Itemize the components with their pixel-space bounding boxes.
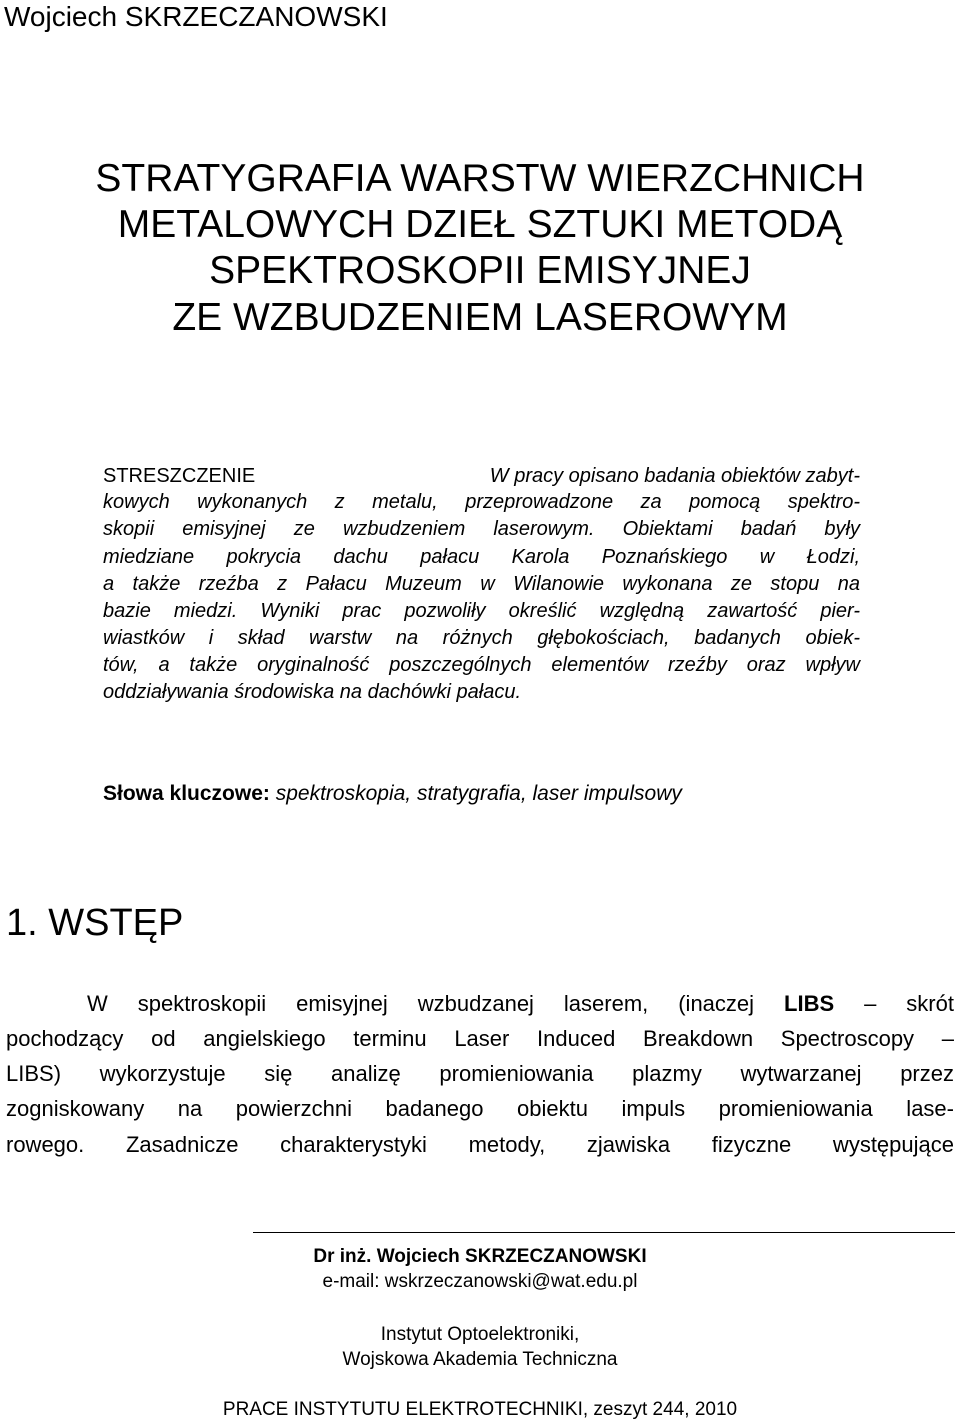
section-heading: 1. WSTĘP	[6, 902, 184, 944]
abstract-line: tów, a także oryginalność poszczególnych elementów rzeźby oraz wpływ	[103, 654, 860, 676]
body-line-1-post: – skrót	[864, 991, 954, 1016]
body-line-1	[6, 989, 954, 1019]
body-line: pochodzący od angielskiego terminu Laser Induced Breakdown Spectroscopy –	[6, 1026, 954, 1051]
abstract-line: kowych wykonanych z metalu, przeprowadzone za pomocą spektro-	[103, 491, 860, 513]
footnote-separator	[253, 1232, 955, 1233]
abstract-line: skopii emisyjnej ze wzbudzeniem laserowym. Obiektami badań były	[103, 518, 860, 540]
footnote-university: Wojskowa Akademia Techniczna	[342, 1349, 618, 1370]
title-line-1: STRATYGRAFIA WARSTW WIERZCHNICH	[95, 157, 865, 200]
body-line: rowego. Zasadnicze charakterystyki metody, zjawiska fizyczne występujące	[6, 1132, 954, 1157]
abstract-first-line	[103, 463, 860, 489]
body-line-1-pre: W spektroskopii emisyjnej wzbudzanej laserem, (inaczej	[87, 991, 755, 1016]
body-line-1-bold: LIBS	[784, 991, 835, 1016]
running-header-author: Wojciech SKRZECZANOWSKI	[4, 1, 388, 32]
abstract-line: wiastków i skład warstw na różnych głębokościach, badanych obiek-	[103, 627, 860, 649]
abstract-text-first: W pracy opisano badania obiektów zabyt-	[489, 465, 860, 487]
title-line-3: SPEKTROSKOPII EMISYJNEJ	[209, 249, 751, 292]
abstract-label: STRESZCZENIE	[103, 465, 256, 487]
keywords	[103, 780, 682, 808]
abstract-line: a także rzeźba z Pałacu Muzeum w Wilanowie wykonana ze stopu na	[103, 573, 860, 595]
footnote-author: Dr inż. Wojciech SKRZECZANOWSKI	[313, 1246, 647, 1267]
abstract-line: bazie miedzi. Wyniki prac pozwoliły określić względną zawartość pier-	[103, 600, 860, 622]
body-line: zogniskowany na powierzchni badanego obiektu impuls promieniowania lase-	[6, 1096, 954, 1121]
abstract-line-last: oddziaływania środowiska na dachówki pałacu.	[103, 681, 522, 703]
body-line: LIBS) wykorzystuje się analizę promieniowania plazmy wytwarzanej przez	[6, 1061, 954, 1086]
keywords-label: Słowa kluczowe:	[103, 782, 270, 805]
footnote-email: e-mail: wskrzeczanowski@wat.edu.pl	[322, 1271, 638, 1292]
footnote-institute: Instytut Optoelektroniki,	[380, 1324, 580, 1345]
footer-journal: PRACE INSTYTUTU ELEKTROTECHNIKI, zeszyt 244, 2010	[222, 1399, 738, 1420]
title-line-2: METALOWYCH DZIEŁ SZTUKI METODĄ	[117, 203, 843, 246]
abstract-line: miedziane pokrycia dachu pałacu Karola Poznańskiego w Łodzi,	[103, 546, 860, 568]
keywords-values: spektroskopia, stratygrafia, laser impulsowy	[275, 782, 682, 805]
title-line-4: ZE WZBUDZENIEM LASEROWYM	[172, 296, 788, 339]
